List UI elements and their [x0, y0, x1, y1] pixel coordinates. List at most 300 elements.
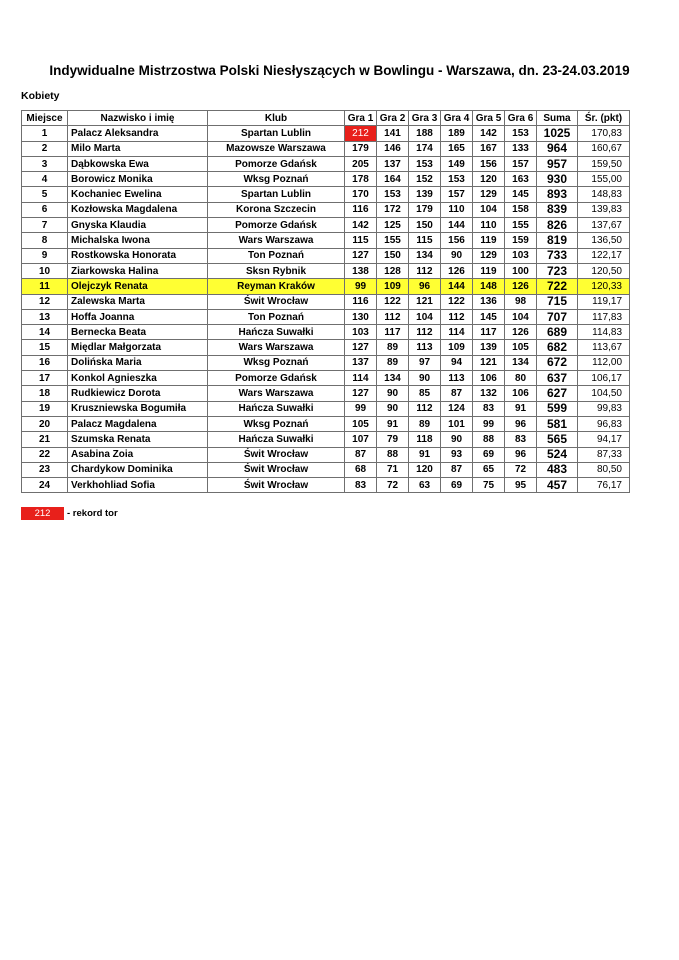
table-row [22, 325, 630, 340]
cell-average: 96,83 [578, 416, 630, 431]
cell-game-2: 79 [377, 432, 409, 447]
cell-game-6: 145 [505, 187, 537, 202]
cell-club: Spartan Lublin [208, 187, 345, 202]
table-row [22, 279, 630, 294]
cell-club: Wksg Poznań [208, 355, 345, 370]
cell-club: Wars Warszawa [208, 340, 345, 355]
cell-name: Międlar Małgorzata [68, 340, 208, 355]
cell-game-2: 117 [377, 325, 409, 340]
cell-place: 10 [22, 263, 68, 278]
table-row [22, 187, 630, 202]
cell-name: Chardykow Dominika [68, 462, 208, 477]
cell-place: 6 [22, 202, 68, 217]
cell-game-1: 137 [345, 355, 377, 370]
cell-average: 155,00 [578, 172, 630, 187]
cell-game-5: 110 [473, 218, 505, 233]
cell-game-1: 179 [345, 141, 377, 156]
cell-sum: 672 [537, 355, 578, 370]
cell-average: 119,17 [578, 294, 630, 309]
cell-game-4: 144 [441, 218, 473, 233]
cell-game-1: 103 [345, 325, 377, 340]
cell-game-2: 141 [377, 126, 409, 141]
cell-average: 136,50 [578, 233, 630, 248]
cell-average: 160,67 [578, 141, 630, 156]
cell-game-2: 155 [377, 233, 409, 248]
cell-club: Spartan Lublin [208, 126, 345, 141]
cell-average: 104,50 [578, 386, 630, 401]
cell-game-2: 134 [377, 371, 409, 386]
cell-name: Kozłowska Magdalena [68, 202, 208, 217]
legend-record-swatch: 212 [21, 507, 64, 520]
cell-game-4: 101 [441, 416, 473, 431]
cell-game-1: 87 [345, 447, 377, 462]
cell-game-5: 106 [473, 371, 505, 386]
cell-club: Ton Poznań [208, 248, 345, 263]
cell-average: 137,67 [578, 218, 630, 233]
cell-game-1: 170 [345, 187, 377, 202]
cell-club: Świt Wrocław [208, 478, 345, 493]
cell-place: 19 [22, 401, 68, 416]
cell-club: Hańcza Suwałki [208, 325, 345, 340]
cell-game-6: 104 [505, 309, 537, 324]
cell-game-5: 136 [473, 294, 505, 309]
cell-place: 22 [22, 447, 68, 462]
header-name: Nazwisko i imię [68, 111, 208, 126]
cell-game-6: 91 [505, 401, 537, 416]
cell-game-3: 113 [409, 340, 441, 355]
cell-game-2: 137 [377, 156, 409, 171]
cell-name: Milo Marta [68, 141, 208, 156]
cell-sum: 930 [537, 172, 578, 187]
table-row [22, 294, 630, 309]
cell-game-5: 99 [473, 416, 505, 431]
cell-sum: 819 [537, 233, 578, 248]
cell-game-3: 104 [409, 309, 441, 324]
cell-game-5: 83 [473, 401, 505, 416]
cell-game-1: 105 [345, 416, 377, 431]
cell-name: Asabina Zoia [68, 447, 208, 462]
cell-name: Ziarkowska Halina [68, 263, 208, 278]
cell-game-5: 117 [473, 325, 505, 340]
cell-sum: 581 [537, 416, 578, 431]
cell-game-5: 121 [473, 355, 505, 370]
header-average: Śr. (pkt) [578, 111, 630, 126]
cell-club: Sksn Rybnik [208, 263, 345, 278]
header-game-3: Gra 3 [409, 111, 441, 126]
header-place: Miejsce [22, 111, 68, 126]
cell-game-6: 105 [505, 340, 537, 355]
cell-game-3: 150 [409, 218, 441, 233]
cell-game-4: 90 [441, 248, 473, 263]
cell-sum: 565 [537, 432, 578, 447]
cell-game-1: 68 [345, 462, 377, 477]
table-row [22, 233, 630, 248]
cell-game-3: 188 [409, 126, 441, 141]
cell-game-5: 142 [473, 126, 505, 141]
cell-game-4: 157 [441, 187, 473, 202]
cell-name: Rostkowska Honorata [68, 248, 208, 263]
cell-game-4: 69 [441, 478, 473, 493]
cell-game-5: 88 [473, 432, 505, 447]
cell-game-3: 152 [409, 172, 441, 187]
cell-club: Świt Wrocław [208, 447, 345, 462]
cell-place: 3 [22, 156, 68, 171]
cell-place: 1 [22, 126, 68, 141]
header-game-6: Gra 6 [505, 111, 537, 126]
cell-game-2: 89 [377, 340, 409, 355]
cell-average: 113,67 [578, 340, 630, 355]
cell-game-6: 133 [505, 141, 537, 156]
table-row [22, 355, 630, 370]
table-row [22, 126, 630, 141]
cell-place: 17 [22, 371, 68, 386]
cell-place: 11 [22, 279, 68, 294]
cell-game-6: 98 [505, 294, 537, 309]
cell-game-2: 91 [377, 416, 409, 431]
cell-place: 14 [22, 325, 68, 340]
cell-game-3: 179 [409, 202, 441, 217]
cell-game-4: 156 [441, 233, 473, 248]
cell-name: Zalewska Marta [68, 294, 208, 309]
cell-game-1: 127 [345, 340, 377, 355]
cell-game-1: 212 [345, 126, 377, 141]
table-row [22, 401, 630, 416]
cell-name: Kochaniec Ewelina [68, 187, 208, 202]
cell-sum: 715 [537, 294, 578, 309]
cell-sum: 637 [537, 371, 578, 386]
cell-average: 106,17 [578, 371, 630, 386]
cell-name: Olejczyk Renata [68, 279, 208, 294]
legend [21, 507, 118, 520]
cell-game-5: 145 [473, 309, 505, 324]
cell-club: Reyman Kraków [208, 279, 345, 294]
cell-game-6: 155 [505, 218, 537, 233]
cell-average: 94,17 [578, 432, 630, 447]
cell-average: 99,83 [578, 401, 630, 416]
cell-average: 120,50 [578, 263, 630, 278]
cell-average: 87,33 [578, 447, 630, 462]
cell-game-1: 205 [345, 156, 377, 171]
cell-place: 21 [22, 432, 68, 447]
cell-place: 13 [22, 309, 68, 324]
cell-game-3: 134 [409, 248, 441, 263]
cell-game-3: 91 [409, 447, 441, 462]
cell-game-2: 125 [377, 218, 409, 233]
cell-game-3: 118 [409, 432, 441, 447]
cell-place: 12 [22, 294, 68, 309]
table-row [22, 416, 630, 431]
cell-place: 24 [22, 478, 68, 493]
header-game-4: Gra 4 [441, 111, 473, 126]
cell-club: Wksg Poznań [208, 416, 345, 431]
cell-name: Rudkiewicz Dorota [68, 386, 208, 401]
cell-game-5: 139 [473, 340, 505, 355]
cell-game-6: 80 [505, 371, 537, 386]
cell-place: 8 [22, 233, 68, 248]
cell-name: Szumska Renata [68, 432, 208, 447]
cell-average: 148,83 [578, 187, 630, 202]
cell-sum: 599 [537, 401, 578, 416]
table-row [22, 371, 630, 386]
table-row [22, 340, 630, 355]
cell-game-2: 172 [377, 202, 409, 217]
cell-game-2: 90 [377, 401, 409, 416]
cell-sum: 826 [537, 218, 578, 233]
cell-game-5: 148 [473, 279, 505, 294]
cell-game-6: 158 [505, 202, 537, 217]
cell-club: Ton Poznań [208, 309, 345, 324]
cell-place: 18 [22, 386, 68, 401]
cell-average: 114,83 [578, 325, 630, 340]
cell-game-1: 127 [345, 386, 377, 401]
cell-game-2: 109 [377, 279, 409, 294]
cell-game-6: 96 [505, 416, 537, 431]
cell-game-2: 71 [377, 462, 409, 477]
table-row [22, 248, 630, 263]
cell-average: 76,17 [578, 478, 630, 493]
cell-game-4: 110 [441, 202, 473, 217]
table-row [22, 386, 630, 401]
cell-game-1: 83 [345, 478, 377, 493]
cell-name: Michalska Iwona [68, 233, 208, 248]
cell-place: 16 [22, 355, 68, 370]
cell-club: Hańcza Suwałki [208, 432, 345, 447]
cell-name: Bernecka Beata [68, 325, 208, 340]
cell-average: 170,83 [578, 126, 630, 141]
cell-game-3: 97 [409, 355, 441, 370]
cell-game-1: 127 [345, 248, 377, 263]
cell-place: 5 [22, 187, 68, 202]
table-row [22, 141, 630, 156]
cell-game-1: 142 [345, 218, 377, 233]
cell-game-6: 95 [505, 478, 537, 493]
cell-sum: 1025 [537, 126, 578, 141]
cell-game-6: 153 [505, 126, 537, 141]
cell-game-2: 72 [377, 478, 409, 493]
cell-name: Dąbkowska Ewa [68, 156, 208, 171]
table-row [22, 156, 630, 171]
cell-sum: 957 [537, 156, 578, 171]
cell-name: Gnyska Klaudia [68, 218, 208, 233]
header-game-1: Gra 1 [345, 111, 377, 126]
cell-game-3: 90 [409, 371, 441, 386]
cell-sum: 457 [537, 478, 578, 493]
cell-game-2: 122 [377, 294, 409, 309]
cell-game-1: 99 [345, 279, 377, 294]
cell-game-4: 109 [441, 340, 473, 355]
cell-game-6: 83 [505, 432, 537, 447]
cell-game-5: 129 [473, 187, 505, 202]
cell-sum: 733 [537, 248, 578, 263]
cell-sum: 524 [537, 447, 578, 462]
cell-game-4: 149 [441, 156, 473, 171]
cell-game-5: 119 [473, 233, 505, 248]
cell-game-1: 114 [345, 371, 377, 386]
table-row [22, 462, 630, 477]
cell-game-2: 89 [377, 355, 409, 370]
cell-game-3: 115 [409, 233, 441, 248]
cell-average: 112,00 [578, 355, 630, 370]
cell-club: Wars Warszawa [208, 233, 345, 248]
cell-club: Wksg Poznań [208, 172, 345, 187]
cell-name: Verkhohliad Sofia [68, 478, 208, 493]
cell-club: Pomorze Gdańsk [208, 156, 345, 171]
cell-club: Pomorze Gdańsk [208, 218, 345, 233]
table-row [22, 478, 630, 493]
results-table [21, 110, 630, 493]
cell-game-6: 159 [505, 233, 537, 248]
cell-game-4: 165 [441, 141, 473, 156]
cell-name: Kruszniewska Bogumiła [68, 401, 208, 416]
cell-game-3: 89 [409, 416, 441, 431]
header-club: Klub [208, 111, 345, 126]
cell-name: Dolińska Maria [68, 355, 208, 370]
cell-game-4: 87 [441, 386, 473, 401]
header-game-5: Gra 5 [473, 111, 505, 126]
cell-game-3: 153 [409, 156, 441, 171]
cell-game-4: 122 [441, 294, 473, 309]
cell-game-4: 112 [441, 309, 473, 324]
cell-game-1: 130 [345, 309, 377, 324]
cell-game-3: 112 [409, 325, 441, 340]
cell-club: Wars Warszawa [208, 386, 345, 401]
cell-place: 15 [22, 340, 68, 355]
cell-place: 20 [22, 416, 68, 431]
cell-game-3: 174 [409, 141, 441, 156]
cell-game-6: 163 [505, 172, 537, 187]
cell-place: 7 [22, 218, 68, 233]
table-row [22, 172, 630, 187]
cell-name: Borowicz Monika [68, 172, 208, 187]
cell-game-1: 116 [345, 202, 377, 217]
cell-game-3: 112 [409, 263, 441, 278]
cell-game-5: 156 [473, 156, 505, 171]
table-row [22, 447, 630, 462]
cell-game-2: 112 [377, 309, 409, 324]
cell-game-1: 107 [345, 432, 377, 447]
cell-game-2: 164 [377, 172, 409, 187]
table-row [22, 432, 630, 447]
cell-sum: 627 [537, 386, 578, 401]
cell-name: Hoffa Joanna [68, 309, 208, 324]
cell-game-1: 115 [345, 233, 377, 248]
cell-game-3: 85 [409, 386, 441, 401]
cell-game-3: 63 [409, 478, 441, 493]
cell-game-2: 146 [377, 141, 409, 156]
cell-game-1: 138 [345, 263, 377, 278]
cell-sum: 707 [537, 309, 578, 324]
cell-game-2: 153 [377, 187, 409, 202]
cell-game-6: 157 [505, 156, 537, 171]
cell-game-5: 120 [473, 172, 505, 187]
cell-name: Konkol Agnieszka [68, 371, 208, 386]
table-row [22, 309, 630, 324]
cell-place: 4 [22, 172, 68, 187]
cell-place: 2 [22, 141, 68, 156]
cell-sum: 682 [537, 340, 578, 355]
cell-game-3: 121 [409, 294, 441, 309]
legend-text: - rekord tor [67, 508, 118, 519]
cell-game-2: 150 [377, 248, 409, 263]
cell-game-1: 178 [345, 172, 377, 187]
cell-sum: 689 [537, 325, 578, 340]
table-header-row [22, 111, 630, 126]
cell-sum: 964 [537, 141, 578, 156]
cell-game-6: 72 [505, 462, 537, 477]
cell-game-2: 128 [377, 263, 409, 278]
cell-club: Mazowsze Warszawa [208, 141, 345, 156]
cell-game-6: 96 [505, 447, 537, 462]
cell-game-5: 75 [473, 478, 505, 493]
cell-game-4: 114 [441, 325, 473, 340]
cell-game-5: 129 [473, 248, 505, 263]
cell-game-6: 103 [505, 248, 537, 263]
category-label: Kobiety [21, 90, 60, 102]
cell-game-4: 153 [441, 172, 473, 187]
cell-game-5: 132 [473, 386, 505, 401]
cell-average: 122,17 [578, 248, 630, 263]
cell-average: 117,83 [578, 309, 630, 324]
cell-average: 139,83 [578, 202, 630, 217]
cell-game-2: 88 [377, 447, 409, 462]
cell-sum: 722 [537, 279, 578, 294]
cell-sum: 483 [537, 462, 578, 477]
cell-average: 80,50 [578, 462, 630, 477]
cell-place: 9 [22, 248, 68, 263]
cell-name: Palacz Magdalena [68, 416, 208, 431]
cell-club: Hańcza Suwałki [208, 401, 345, 416]
cell-club: Świt Wrocław [208, 294, 345, 309]
cell-sum: 893 [537, 187, 578, 202]
table-row [22, 202, 630, 217]
cell-game-3: 112 [409, 401, 441, 416]
cell-club: Świt Wrocław [208, 462, 345, 477]
header-game-2: Gra 2 [377, 111, 409, 126]
cell-game-3: 96 [409, 279, 441, 294]
cell-game-4: 94 [441, 355, 473, 370]
cell-game-6: 100 [505, 263, 537, 278]
header-sum: Suma [537, 111, 578, 126]
cell-game-3: 139 [409, 187, 441, 202]
cell-game-6: 134 [505, 355, 537, 370]
cell-average: 159,50 [578, 156, 630, 171]
cell-game-5: 119 [473, 263, 505, 278]
cell-game-4: 90 [441, 432, 473, 447]
cell-game-6: 126 [505, 325, 537, 340]
table-row [22, 218, 630, 233]
cell-game-5: 69 [473, 447, 505, 462]
page-title: Indywidualne Mistrzostwa Polski Niesłyszących w Bowlingu - Warszawa, dn. 23-24.03.2019 [49, 63, 630, 78]
cell-club: Korona Szczecin [208, 202, 345, 217]
cell-game-4: 87 [441, 462, 473, 477]
cell-game-5: 65 [473, 462, 505, 477]
cell-place: 23 [22, 462, 68, 477]
cell-game-4: 93 [441, 447, 473, 462]
cell-name: Palacz Aleksandra [68, 126, 208, 141]
cell-sum: 839 [537, 202, 578, 217]
cell-game-5: 167 [473, 141, 505, 156]
cell-game-3: 120 [409, 462, 441, 477]
cell-game-2: 90 [377, 386, 409, 401]
cell-game-4: 113 [441, 371, 473, 386]
cell-game-1: 99 [345, 401, 377, 416]
cell-game-6: 126 [505, 279, 537, 294]
cell-game-5: 104 [473, 202, 505, 217]
cell-game-6: 106 [505, 386, 537, 401]
cell-game-1: 116 [345, 294, 377, 309]
cell-club: Pomorze Gdańsk [208, 371, 345, 386]
cell-game-4: 189 [441, 126, 473, 141]
